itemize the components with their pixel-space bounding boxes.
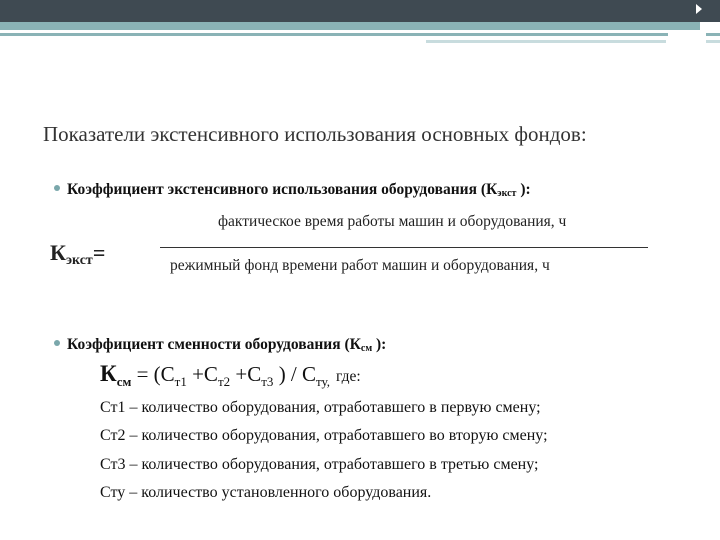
top-accent-bar: [0, 22, 700, 30]
bullet-subscript: см: [360, 343, 373, 354]
fraction-line: [160, 247, 648, 248]
accent-line-right: [706, 33, 720, 36]
formula-eq-open: = (С: [131, 362, 175, 386]
formula-k: К: [100, 361, 117, 386]
bullet-shift-coefficient: [54, 336, 386, 354]
k-main: К: [50, 240, 66, 265]
formula-where: где:: [336, 368, 361, 385]
light-accent-line: [426, 40, 666, 43]
bullet-dot-icon: [54, 340, 60, 346]
formula-k-subscript: см: [116, 374, 132, 389]
k-subscript: экст: [65, 253, 93, 268]
slide-title: Показатели экстенсивного использования основных фондов:: [43, 122, 587, 146]
bullet-tail: ):: [516, 181, 531, 198]
definition-line: Ст1 – количество оборудования, отработавшего в первую смену;: [100, 399, 541, 416]
formula-close-div: ) / С: [273, 362, 317, 386]
bullet-text: Коэффициент сменности оборудования (К: [67, 336, 361, 353]
light-accent-line-right: [706, 40, 720, 43]
formula-t3: т3: [261, 374, 274, 389]
bullet-subscript: экст: [497, 188, 517, 199]
fraction-denominator: режимный фонд времени работ машин и оборудования, ч: [170, 257, 550, 274]
bullet-tail: ):: [372, 336, 387, 353]
bullet-dot-icon: [54, 185, 60, 191]
k-equals: =: [92, 240, 106, 265]
shift-formula: [100, 361, 361, 390]
formula-tu: ту,: [316, 374, 330, 389]
fraction-numerator: фактическое время работы машин и оборудования, ч: [218, 213, 567, 230]
accent-line: [0, 33, 668, 36]
formula-t1: т1: [174, 374, 187, 389]
k-ext-symbol: [50, 240, 105, 269]
definition-line: Сту – количество установленного оборудования.: [100, 484, 432, 501]
bullet-text: Коэффициент экстенсивного использования оборудования (К: [67, 181, 498, 198]
definition-line: Ст3 – количество оборудования, отработавшего в третью смену;: [100, 456, 539, 473]
definition-line: Ст2 – количество оборудования, отработавшего во вторую смену;: [100, 427, 548, 444]
top-dark-bar: [0, 0, 720, 22]
corner-arrow-icon: [696, 4, 702, 14]
bullet-extensive-coefficient: [54, 181, 531, 199]
formula-plus1: +С: [186, 362, 218, 386]
formula-plus2: +С: [230, 362, 262, 386]
formula-t2: т2: [217, 374, 231, 389]
